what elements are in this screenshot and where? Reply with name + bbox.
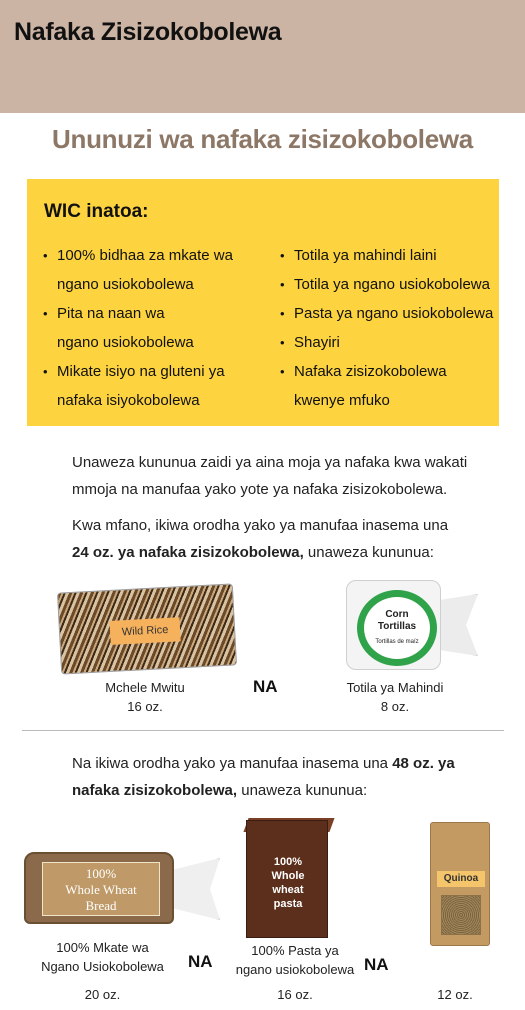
example1-paragraph: Kwa mfano, ikiwa orodha yako ya manufaa inasema una 24 oz. ya nafaka zisizokobolewa, unaweza kununua: <box>72 517 449 561</box>
and-connector: NA <box>188 952 213 971</box>
wic-item: • Nafaka zisizokobolewa kwenye mfuko <box>280 357 495 415</box>
product-size-pasta: 16 oz. <box>277 987 313 1002</box>
product-caption-corn-tortilla: Totila ya Mahindi 8 oz. <box>346 680 444 714</box>
section-divider <box>22 730 504 731</box>
product-caption-bread: 100% Mkate wa Ngano Usiokobolewa <box>41 940 164 974</box>
wic-heading: WIC inatoa: <box>44 201 149 222</box>
product-size-bread: 20 oz. <box>84 987 121 1002</box>
quinoa-package-image <box>430 822 490 946</box>
product-size-quinoa: 12 oz. <box>437 987 473 1002</box>
page-title: Nafaka Zisizokobolewa <box>14 18 282 46</box>
section-subtitle: Ununuzi wa nafaka zisizokobolewa <box>52 124 473 154</box>
whole-wheat-bread-image <box>24 852 174 924</box>
and-connector: NA <box>253 677 278 696</box>
page-header <box>0 0 525 113</box>
wic-item: • Pasta ya ngano usiokobolewa <box>280 299 495 328</box>
wic-list-right <box>280 241 495 415</box>
intro-paragraph: Unaweza kununua zaidi ya aina moja ya nafaka kwa wakati mmoja na manufaa yako yote ya nafaka zisizokobolewa. <box>72 454 468 498</box>
quinoa-grain-window <box>441 895 481 935</box>
wic-item: • 100% bidhaa za mkate wa ngano usiokobolewa <box>43 241 253 299</box>
wic-item: • Totila ya ngano usiokobolewa <box>280 270 495 299</box>
wic-offers-box <box>27 179 499 426</box>
bread-bag-wrap <box>170 858 220 920</box>
wic-item: • Pita na naan wa ngano usiokobolewa <box>43 299 253 357</box>
and-connector: NA <box>364 955 389 974</box>
product-caption-pasta: 100% Pasta ya ngano usiokobolewa <box>235 943 355 977</box>
quinoa-label: Quinoa <box>437 871 485 887</box>
corn-tortilla-label: Corn Tortillas Tortillas de maíz <box>357 590 437 666</box>
whole-wheat-pasta-image <box>246 820 328 938</box>
tortilla-bag-wrap <box>438 594 478 656</box>
wic-list-left <box>43 241 253 415</box>
product-caption-wild-rice: Mchele Mwitu 16 oz. <box>105 680 185 714</box>
wic-item: • Totila ya mahindi laini <box>280 241 495 270</box>
wild-rice-package-image <box>57 583 237 674</box>
wic-item: • Shayiri <box>280 328 495 357</box>
bread-label: 100% Whole Wheat Bread <box>42 862 160 916</box>
wic-item: • Mikate isiyo na gluteni ya nafaka isiyokobolewa <box>43 357 253 415</box>
example2-paragraph: Na ikiwa orodha yako ya manufaa inasema una 48 oz. ya nafaka zisizokobolewa, unaweza kununua: <box>72 755 455 799</box>
wild-rice-label: Wild Rice <box>110 617 181 645</box>
pasta-label: 100% Whole wheat pasta <box>271 856 305 910</box>
